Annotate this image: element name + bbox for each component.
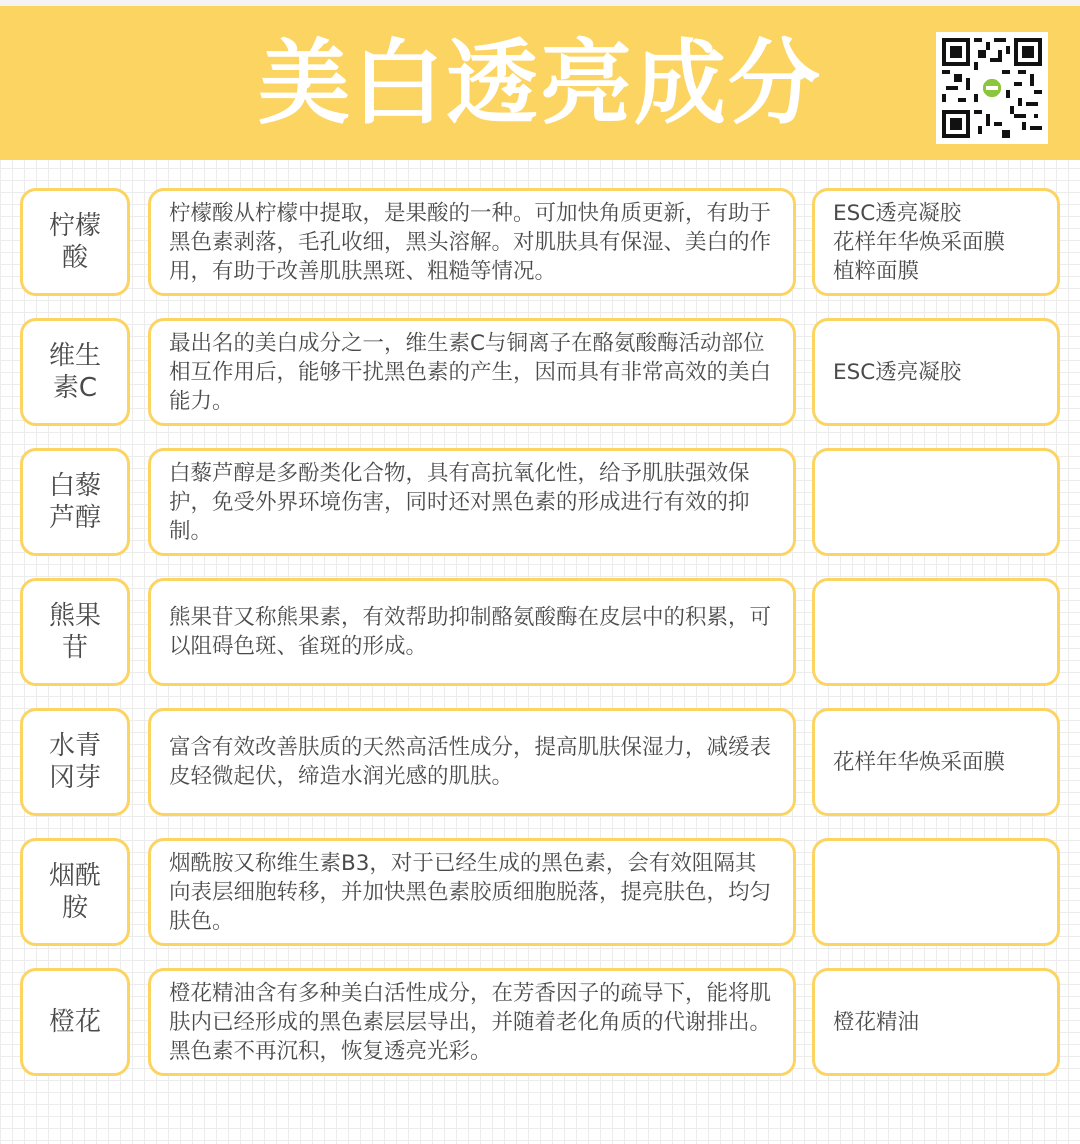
ingredient-products-box — [812, 838, 1060, 946]
ingredient-name: 烟酰胺 — [48, 861, 101, 923]
ingredient-products-box — [812, 318, 1060, 426]
ingredient-description: 白藜芦醇是多酚类化合物，具有高抗氧化性，给予肌肤强效保护，免受外界环境伤害，同时还对黑色素的形成进行有效的抑制。 — [169, 460, 750, 544]
ingredient-row — [0, 708, 1080, 816]
ingredient-row — [0, 318, 1080, 426]
ingredient-row — [0, 578, 1080, 686]
ingredient-name: 水青冈芽 — [48, 731, 101, 793]
ingredient-products: 橙花精油 — [833, 1009, 920, 1035]
ingredient-name-box — [20, 448, 130, 556]
ingredient-products-box — [812, 448, 1060, 556]
ingredient-name-box — [20, 838, 130, 946]
ingredient-products-box — [812, 968, 1060, 1076]
ingredient-row — [0, 838, 1080, 946]
ingredient-name-box — [20, 188, 130, 296]
ingredient-description-box — [148, 838, 796, 946]
ingredient-name-box — [20, 968, 130, 1076]
ingredient-description: 烟酰胺又称维生素B3，对于已经生成的黑色素，会有效阻隔其向表层细胞转移，并加快黑色素胶质细胞脱落，提亮肤色，均匀肤色。 — [169, 850, 772, 934]
ingredient-row — [0, 188, 1080, 296]
ingredient-name: 柠檬酸 — [48, 211, 101, 273]
ingredient-products: ESC透亮凝胶 — [833, 359, 962, 385]
ingredient-description: 熊果苷又称熊果素，有效帮助抑制酪氨酸酶在皮层中的积累，可以阻碍色斑、雀斑的形成。 — [169, 605, 772, 659]
ingredient-description: 富含有效改善肤质的天然高活性成分，提高肌肤保湿力，减缓表皮轻微起伏，缔造水润光感的肌肤。 — [169, 735, 772, 789]
page-title: 美白透亮成分 — [257, 30, 822, 137]
ingredient-description: 柠檬酸从柠檬中提取，是果酸的一种。可加快角质更新，有助于黑色素剥落，毛孔收细，黑头溶解。对肌肤具有保湿、美白的作用，有助于改善肌肤黑斑、粗糙等情况。 — [169, 200, 772, 284]
ingredient-products-box — [812, 188, 1060, 296]
qr-code-icon — [936, 32, 1048, 144]
ingredient-description-box — [148, 188, 796, 296]
ingredient-name-box — [20, 578, 130, 686]
ingredient-name-box — [20, 318, 130, 426]
ingredient-row — [0, 968, 1080, 1076]
ingredient-description-box — [148, 968, 796, 1076]
ingredient-products: ESC透亮凝胶 花样年华焕采面膜 植粹面膜 — [833, 200, 1006, 284]
ingredient-description: 橙花精油含有多种美白活性成分，在芳香因子的疏导下，能将肌肤内已经形成的黑色素层层导出，并随着老化角质的代谢排出。黑色素不再沉积，恢复透亮光彩。 — [169, 980, 772, 1064]
ingredient-row — [0, 448, 1080, 556]
ingredient-description-box — [148, 318, 796, 426]
ingredient-products: 花样年华焕采面膜 — [833, 749, 1006, 775]
ingredient-name: 白藜芦醇 — [48, 471, 101, 533]
ingredient-description: 最出名的美白成分之一，维生素C与铜离子在酪氨酸酶活动部位相互作用后，能够干扰黑色素的产生，因而具有非常高效的美白能力。 — [169, 330, 772, 414]
ingredient-name-box — [20, 708, 130, 816]
ingredient-description-box — [148, 708, 796, 816]
ingredient-name: 熊果苷 — [48, 601, 101, 663]
header-banner — [0, 0, 1080, 160]
ingredient-name: 橙花 — [48, 1007, 101, 1037]
ingredient-description-box — [148, 578, 796, 686]
ingredient-name: 维生素C — [48, 341, 101, 403]
ingredient-products-box — [812, 708, 1060, 816]
ingredient-products-box — [812, 578, 1060, 686]
ingredient-description-box — [148, 448, 796, 556]
